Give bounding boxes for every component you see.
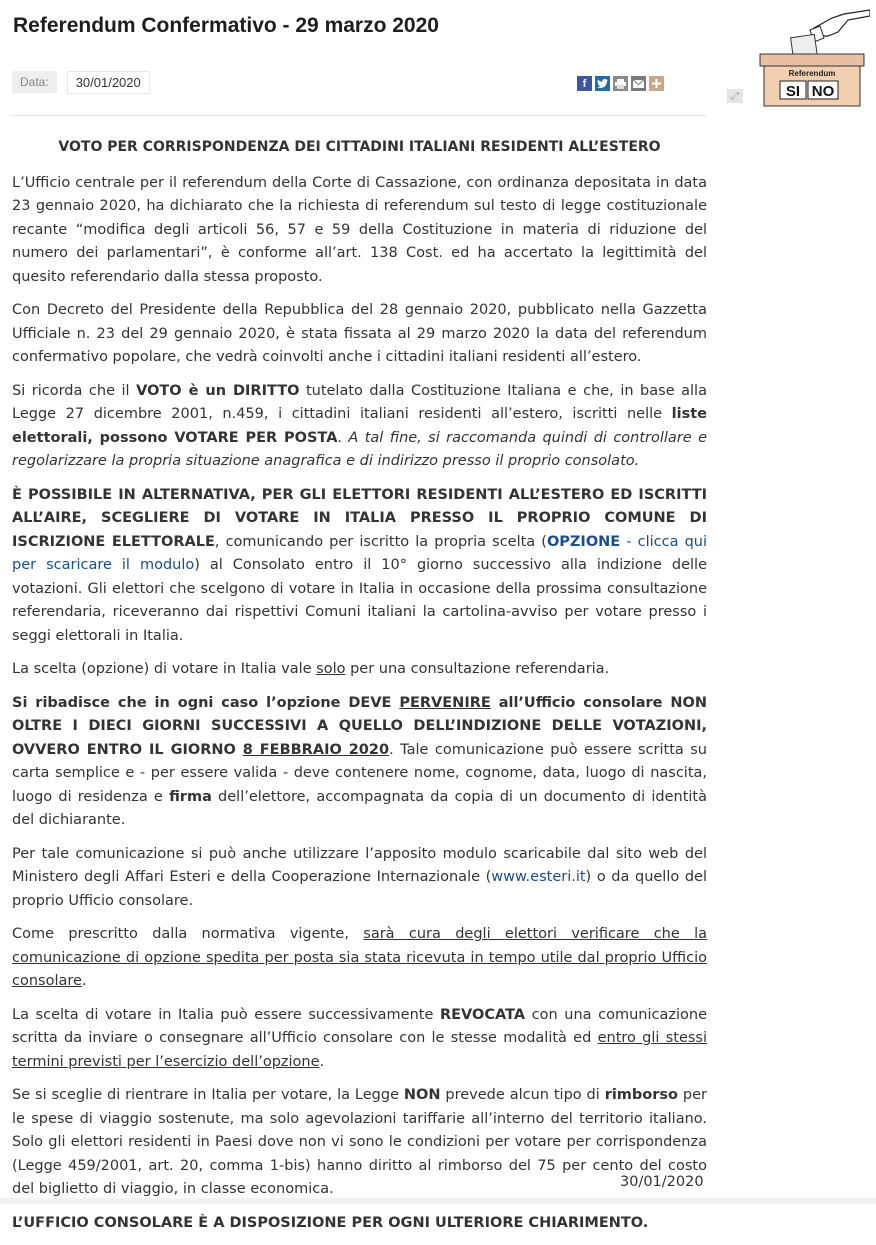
footer-date: 30/01/2020 [620, 1174, 704, 1190]
facebook-icon[interactable]: f [577, 76, 592, 91]
meta-row [12, 70, 150, 94]
article-heading: VOTO PER CORRISPONDENZA DEI CITTADINI ITALIANI RESIDENTI ALL’ESTERO [58, 139, 661, 155]
paragraph-scelta-opzione: La scelta (opzione) di votare in Italia vale solo per una consultazione referendaria. [12, 661, 610, 677]
paragraph-voto-diritto: Si ricorda che il VOTO è un DIRITTO tutelato dalla Costituzione Italiana e che, in base alla Legge 27 dicembre 2001, n.459, i cittadini italiani residenti all’estero, iscritti nelle liste elettorali, possono VOTARE PER POSTA. A tal fine, si raccomanda quindi di controllare e regolarizzare la propria situazione anagrafica e di indirizzo presso il proprio consolato. [12, 382, 708, 469]
paragraph-scadenza: Si ribadisce che in ogni caso l’opzione DEVE PERVENIRE all’Ufficio consolare NON OLTRE I DIECI GIORNI SUCCESSIVI A QUELLO DELL’INDIZIONE DELLE VOTAZIONI, OVVERO ENTRO IL GIORNO 8 FEBBRAIO 2020. Tale comunicazione può essere scritta su carta semplice e - per essere valida - deve contenere nome, cognome, data, luogo di nascita, luogo di residenza e firma dell’elettore, accompagnata da copia di un documento di identità del dichiarante. [12, 694, 707, 828]
date-value: 30/01/2020 [67, 71, 150, 94]
footer-strip [0, 1198, 876, 1204]
paragraph-rimborso: Se si sceglie di rientrare in Italia per votare, la Legge NON prevede alcun tipo di rimborso per le spese di viaggio sostenute, ma solo agevolazioni tariffarie all’interno del territorio italiano. Solo gli elettori residenti in Paesi dove non vi sono le condizioni per votare per corrispondenza (Legge 459/2001, art. 20, comma 1-bis) hanno diritto al rimborso del 75 per cento del costo del biglietto di viaggio, in classe economica. [12, 1087, 707, 1197]
esteri-link[interactable]: www.esteri.it [491, 869, 586, 885]
logo-caption: Referendum [788, 69, 836, 78]
date-label: Data: [12, 71, 57, 93]
paragraph-revoca: La scelta di votare in Italia può essere successivamente REVOCATA con una comunicazione scritta da inviare o consegnare all’Ufficio consolare con le stesse modalità ed entro gli stessi termini previsti per l’esercizio dell’opzione. [12, 1006, 708, 1070]
paragraph-chiarimento: L’UFFICIO CONSOLARE È A DISPOSIZIONE PER OGNI ULTERIORE CHIARIMENTO. [12, 1214, 649, 1231]
logo-si: SI [785, 83, 801, 100]
print-icon[interactable] [613, 76, 628, 91]
twitter-icon[interactable] [595, 76, 610, 91]
article-body [12, 130, 707, 1245]
page-title: Referendum Confermativo - 29 marzo 2020 [13, 14, 439, 37]
paragraph-decreto: Con Decreto del Presidente della Repubblica del 28 gennaio 2020, pubblicato nella Gazzetta Ufficiale n. 23 del 29 gennaio 2020, è stata fissata al 29 marzo 2020 la data del referendum confermativo popolare, che vedrà coinvolti anche i cittadini italiani residenti all’estero. [12, 302, 707, 365]
paragraph-ordinanza: L’Ufficio centrale per il referendum della Corte di Cassazione, con ordinanza depositata in data 23 gennaio 2020, ha dichiarato che la richiesta di referendum sul testo di legge costituzionale recante “modifica degli articoli 56, 57 e 59 della Costituzione in materia di riduzione del numero dei parlamentari”, è conforme all’art. 138 Cost. ed ha accertato la legittimità del quesito referendario dalla stessa proposto. [12, 174, 707, 285]
expand-icon[interactable]: ⤢ [727, 89, 743, 103]
paragraph-modulo: Per tale comunicazione si può anche utilizzare l’apposito modulo scaricabile dal sito web del Ministero degli Affari Esteri e della Cooperazione Internazionale (www.esteri.it) o da quello del proprio Ufficio consolare. [12, 845, 707, 909]
paragraph-alternativa: È POSSIBILE IN ALTERNATIVA, PER GLI ELETTORI RESIDENTI ALL’ESTERO ED ISCRITTI ALL’AIRE, SCEGLIERE DI VOTARE IN ITALIA PRESSO IL PROPRIO COMUNE DI ISCRIZIONE ELETTORALE, comunicando per iscritto la propria scelta (OPZIONE - clicca qui per scaricare il modulo) al Consolato entro il 10° giorno successivo alla indizione delle votazioni. Gli elettori che scelgono di votare in Italia in occasione della prossima consultazione referendaria, riceveranno dai rispettivi Comuni italiani la cartolina-avviso per votare presso i seggi elettorali in Italia. [12, 486, 707, 644]
logo-no: NO [811, 83, 835, 100]
email-icon[interactable] [631, 76, 646, 91]
share-plus-icon[interactable] [649, 76, 664, 91]
header-divider [12, 115, 707, 116]
share-bar [577, 76, 664, 91]
referendum-ballot-logo [752, 8, 870, 108]
opzione-download-link[interactable]: OPZIONE - clicca qui per scaricare il modulo [12, 533, 707, 573]
paragraph-verifica: Come prescritto dalla normativa vigente, sarà cura degli elettori verificare che la comunicazione di opzione spedita per posta sia stata ricevuta in tempo utile dal proprio Ufficio consolare. [12, 926, 707, 989]
